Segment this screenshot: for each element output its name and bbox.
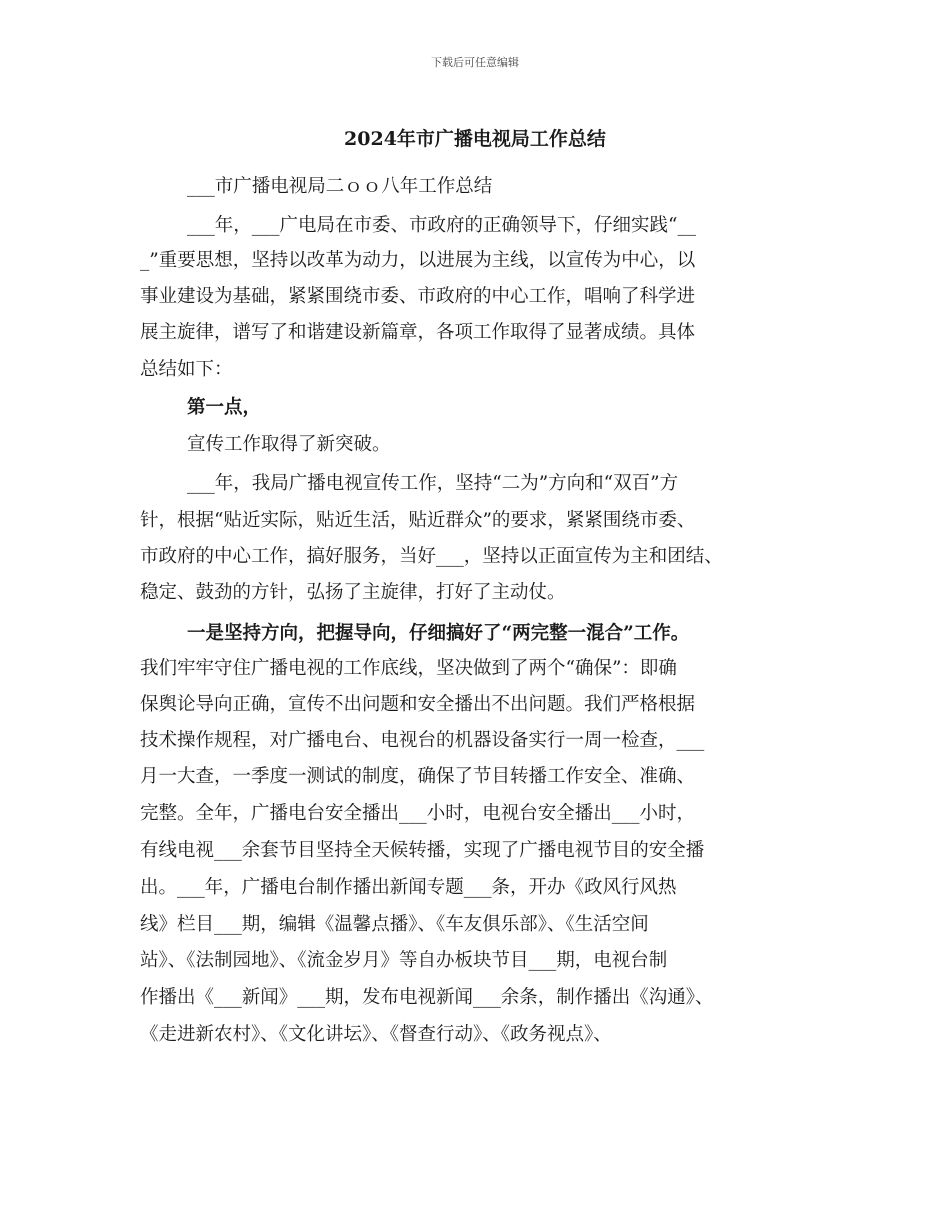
page-header: 下载后可任意编辑 — [431, 56, 519, 69]
paragraph-line: 展主旋律，谱写了和谐建设新篇章，各项工作取得了显著成绩。具体 — [140, 322, 696, 343]
paragraph-line: 事业建设为基础，紧紧围绕市委、市政府的中心工作，唱响了科学进 — [140, 286, 696, 307]
document-title: 2024年市广播电视局工作总结 — [344, 128, 606, 150]
paragraph-line: 总结如下： — [140, 359, 233, 380]
paragraph-line: 技术操作规程，对广播电台、电视台的机器设备实行一周一检查，___ — [140, 730, 705, 751]
paragraph-line: 保舆论导向正确，宣传不出问题和安全播出不出问题。我们严格根据 — [140, 694, 696, 715]
paragraph-line: 《走进新农村》、《文化讲坛》、《督查行动》、《政务视点》、 — [140, 1024, 612, 1045]
paragraph-line: _”重要思想，坚持以改革为动力，以进展为主线，以宣传为中心，以 — [140, 250, 696, 271]
paragraph-line: 站》、《法制园地》、《流金岁月》等自办板块节目___期，电视台制 — [140, 950, 668, 971]
paragraph-line: 出。___年，广播电台制作播出新闻专题___条，开办《政风行风热 — [140, 877, 677, 898]
paragraph-line: 我们牢牢守住广播电视的工作底线，坚决做到了两个“确保”：即确 — [140, 658, 677, 679]
paragraph-line: 稳定、鼓劲的方针，弘扬了主旋律，打好了主动仗。 — [140, 582, 566, 603]
paragraph-line: 完整。全年，广播电台安全播出___小时，电视台安全播出___小时， — [140, 803, 696, 824]
section-subheading: 宣传工作取得了新突破。 — [187, 434, 391, 455]
paragraph-line: 市政府的中心工作，搞好服务，当好___，坚持以正面宣传为主和团结、 — [140, 546, 723, 567]
paragraph-line: 线》栏目___期，编辑《温馨点播》、《车友俱乐部》、《生活空间 — [140, 914, 649, 935]
paragraph-line: 作播出《___新闻》___期，发布电视新闻___余条，制作播出《沟通》、 — [140, 987, 714, 1008]
paragraph-line: 针，根据“贴近实际，贴近生活，贴近群众”的要求，紧紧围绕市委、 — [140, 510, 696, 531]
paragraph-line: 有线电视___余套节目坚持全天候转播，实现了广播电视节目的安全播 — [140, 840, 705, 861]
paragraph-line: ___年，我局广播电视宣传工作，坚持“二为”方向和“双百”方 — [187, 473, 679, 494]
subtitle-line: ___市广播电视局二ｏｏ八年工作总结 — [187, 176, 493, 197]
section-heading: 第一点， — [187, 397, 262, 418]
paragraph-line: ___年，___广电局在市委、市政府的正确领导下，仔细实践“__ — [187, 215, 696, 236]
paragraph-line: 月一大查，一季度一测试的制度，确保了节目转播工作安全、准确、 — [140, 766, 696, 787]
bold-paragraph-heading: 一是坚持方向，把握导向，仔细搞好了“两完整一混合”工作。 — [187, 623, 690, 644]
